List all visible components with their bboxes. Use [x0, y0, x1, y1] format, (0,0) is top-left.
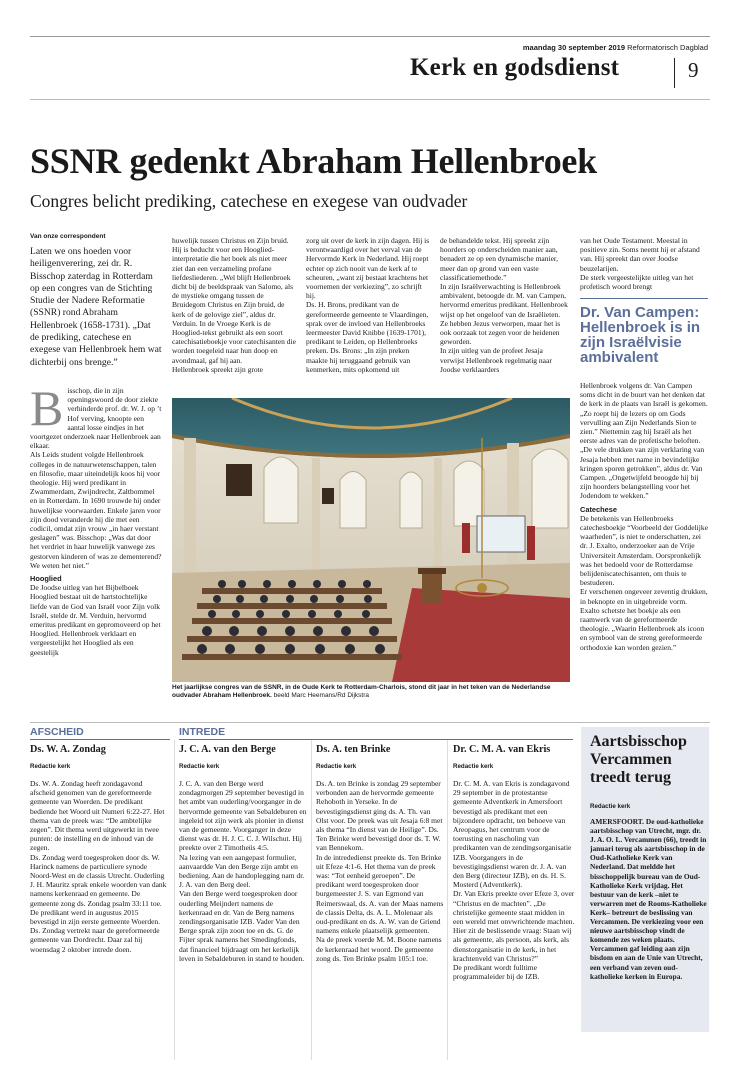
- column-5-paragraph: van het Oude Testament. Meestal in positieve zin. Soms neemt hij er afstand van. Hij spreekt dan over Joodse beuzelarijen.: [580, 236, 700, 273]
- subheading: Catechese: [580, 504, 617, 514]
- header-rule: [30, 99, 710, 100]
- intrede-label: INTREDE: [179, 726, 226, 738]
- announcement-paragraph: Dr. C. M. A. van Ekris is zondagavond 29 september in de protestantse gemeente Adventkerk in Amersfoort bevestigd als predikant met een bijzondere opdracht, ten behoeve van Areopagus, het centrum voor de toerusting en nascholing van predikanten van de zendingsorganisatie IZB. Voorgangers in de bevestigingsdienst waren dr. J. A. van den Berg (directeur IZB), en ds. H. S. Mosterd (Adventkerk).: [453, 779, 572, 890]
- byline: Van onze correspondent: [30, 233, 106, 240]
- paper-name: Reformatorisch Dagblad: [627, 43, 708, 52]
- announcement-van-ekris: [453, 744, 575, 1024]
- photo-credit: beeld Marc Heemans/Rd Dijkstra: [273, 692, 370, 700]
- column-1-paragraph: Als Leids student volgde Hellenbroek colleges in de natuurwetenschappen, talen en filosofie, maar uiteindelijk koos hij voor theologie. Hij werd predikant in Zwammerdam, Zwijndrecht, Zaltbommel en in Rotterdam. In 1690 trouwde hij onder huwelijkse voorwaarden. Enkele jaren voor zijn dood veranderde hij die met een codicil, omdat zijn vrouw „in haer verstant geslagen” was. Bisschop: „Was dat door het verdriet in haar huwelijk vanwege zes gestorven kinderen of was ze dementerend? We weten het niet.”: [30, 450, 162, 570]
- column-4-paragraph: de behandelde tekst. Hij spreekt zijn hoorders op onderscheiden manier aan, benadert ze op een dynamische manier, meer dan op grond van een vaste classificatiemethode.”: [440, 236, 558, 282]
- column-5-paragraph: Hellenbroek volgens dr. Van Campen soms dicht in de buurt van het denken dat de kerk in de plaats van Israël is gekomen. „Zo roept hij de lezers op om Gods vervulling aan Zijn Nederlands Sion te zien.” Niettemin zag hij Israël als het eerste adres van de profetische beloften. „De vele drukken van zijn verklaring van Jesaja hebben met name in bevindelijke kringen sporen getrokken”, aldus dr. Van Campen. „Ongetwijfeld beoogde hij bij zijn hoorders belangstelling voor het Jodendom te wekken.”: [580, 381, 708, 501]
- article-column-5: [580, 381, 708, 721]
- section-title: Kerk en godsdienst: [410, 54, 620, 81]
- announcement-ten-brinke: [316, 744, 444, 1024]
- announcement-text: [453, 779, 575, 1024]
- dateline: [523, 43, 708, 52]
- dropcap: B: [30, 386, 64, 436]
- announcement-zondag: [30, 744, 168, 1024]
- intrede-rule: [179, 739, 573, 740]
- page-number: 9: [688, 58, 699, 82]
- announcement-text: [30, 779, 168, 1024]
- announcement-name: Ds. W. A. Zondag: [30, 744, 106, 755]
- masthead-rule: [30, 36, 710, 37]
- column-1-paragraph: De Joodse uitleg van het Bijbelboek Hooglied bestaat uit de hartstochtelijke liefde van de God van Israël voor Zijn volk Israël, stelde dr. M. Verduin, hervormd emeritus predikant en gepromoveerd op het Hooglied. Hellenbroek verklaart en vergeestelijkt het Hooglied als een geestelijk: [30, 583, 161, 657]
- sidebar-headline: Aartsbisschop Vercammen treedt terug: [590, 733, 687, 786]
- caption-text: Het jaarlijkse congres van de SSNR, in de Oude Kerk te Rotterdam-Charlois, stond dit jaar in het teken van de Nederlandse oudvader Abraham Hellenbroek.: [172, 684, 551, 700]
- announcement-paragraph: In de intrededienst preekte ds. Ten Brinke uit Efeze 4:1-6. Het thema van de preek was: “Tot eenheid geroepen”. De predikant werd toegesproken door burgemeester J. S. van Egmond van Reimerswaal, ds. A. van der Maas namens de classis Delta, ds. A. L. Molenaar als oud-predikant en ds. A. W. van de Griend namens enkele plaatselijk gemeenten.: [316, 852, 444, 936]
- announcement-redactie: Redactie kerk: [453, 763, 494, 770]
- afscheid-rule: [30, 739, 170, 740]
- subheading: Hooglied: [30, 574, 62, 584]
- column-4-paragraph: In zijn uitleg van de profeet Jesaja verwijst Hellenbroek regelmatig naar Joodse verklaarders: [440, 346, 552, 374]
- column-1-paragraph: isschop, die in zijn openingswoord de door ziekte verhinderde prof. dr. W. J. op ’t Hof verving, knoopte een aantal losse eindjes in het voortgezet onderzoek naar Hellenbroek aan elkaar.: [30, 386, 162, 451]
- announcement-paragraph: De predikant werd in augustus 2015 bevestigd in zijn eerste gemeente Woerden. Ds. Zondag vertrekt naar de gereformeerde gemeente van Dordrecht. Daar zal hij woensdag 2 oktober intrede doen.: [30, 907, 161, 954]
- column-divider: [311, 740, 312, 1060]
- announcement-name: J. C. A. van den Berge: [179, 744, 276, 755]
- page-number-divider: [674, 58, 675, 88]
- announcement-redactie: Redactie kerk: [179, 763, 220, 770]
- column-4-paragraph: In zijn Israëlverwachting is Hellenbroek ambivalent, betoogde dr. M. van Campen, hervormd emeritus predikant. Hellenbroek wijst op het ongeloof van de Israëlieten. Ze hebben Jezus verworpen, maar het is ook oorzaak tot zegen voor de heidenen geworden.: [440, 282, 568, 347]
- announcement-paragraph: Van den Berge werd toegesproken door ouderling Meijndert namens de kerkenraad en dr. Van de Berg namens zendingsorganisatie IZB. Vader Van den Berge sprak zijn zoon toe en ds. G. de Fijter sprak namens het Smedingfonds, dat financieel bijdraagt om het kerkelijk leven in Sebaldeburen in stand te houden.: [179, 889, 305, 963]
- article-column-5-top: [580, 236, 708, 296]
- announcement-paragraph: Na de preek voerde M. M. Boone namens de kerkenraad het woord. De gemeente zong ds. Ten Brinke psalm 105:1 toe.: [316, 935, 442, 963]
- announcement-paragraph: Dr. Van Ekris preekte over Efeze 3, over “Christus en de machten”. „De christelijke gemeente staat midden in een wereld met onvwrichtende machten. Hier zit de beslissende vraag: Staan wij als gemeente, als persoon, als kerk, als dienstorganisatie in de kerk, in het krachtenveld van Christus?”: [453, 889, 575, 963]
- column-5-paragraph: Er verschenen ongeveer zeventig drukken, in beknopte en in uitgebreide vorm. Exalto schetste het boekje als een raamwerk van de gereformeerde theologie. „Waarin Hellenbroek als icoon en symbool van de streng gereformeerde orthodoxie kan worden gezien.”: [580, 587, 708, 652]
- announcement-paragraph: Na lezing van een aangepast formulier, aanvaardde Van den Berge zijn ambt en bediening. Aan de handoplegging nam dr. J. A. van den Berg deel.: [179, 852, 305, 890]
- column-3-paragraph: zorg uit over de kerk in zijn dagen. Hij is verontwaardigd over het verval van de Hervormde Kerk in Nederland. Hij roept echter op zich nooit van de kerk af te scheuren, „want zij bestaat krachtens het voornemen der verkiezing”, zo schrijft hij.: [306, 236, 430, 301]
- announcements-rule: [30, 722, 710, 723]
- announcement-redactie: Redactie kerk: [316, 763, 357, 770]
- column-2-paragraph: huwelijk tussen Christus en Zijn bruid. Hij is beducht voor een Hooglied-interpretatie die het boek als niet meer ziet dan een verzameling profane liefdesliederen. „Wel blijft Hellenbroek dicht bij de beeldspraak van Salomo, als de mystieke omgang tussen de Bruidegom Christus en Zijn bruid, de kerk of de gelovige ziel”, aldus dr. Verduin. In de Vroege Kerk is de Hooglied-tekst gebruikt als een soort catechisatieboekje voor catechisanten die worden toegeleid naar hun doop en avondmaal, gaf hij aan.: [172, 236, 296, 365]
- article-column-3: [306, 236, 432, 396]
- article-headline: SSNR gedenkt Abraham Hellenbroek: [30, 141, 597, 181]
- church-photo: [172, 398, 570, 682]
- afscheid-label: AFSCHEID: [30, 726, 84, 738]
- announcement-paragraph: J. C. A. van den Berge werd zondagmorgen 29 september bevestigd in het ambt van ouderling/voorganger in de hervormde gemeente van Sebaldeburen en ingeleid tot zijn werk als pionier in dienst van de gemeente. Voorganger in deze dienst was dr. H. J. C. C. J. Wilschut. Hij preekte over 2 Timotheüs 4:5.: [179, 779, 307, 853]
- announcement-text: [316, 779, 444, 1024]
- pull-quote: Dr. Van Campen: Hellenbroek is in zijn Israëlvisie ambivalent: [580, 304, 701, 366]
- sidebar-text: AMERSFOORT. De oud-katholieke aartsbisschop van Utrecht, mgr. dr. J. A. O. L. Vercammen (66), treedt in januari terug als aartsbisschop in de Oud-Katholieke Kerk van Nederland. Dat meldde het bisschoppelijk bureau van de Oud-Katholieke Kerk vrijdag. Het bestuur van de kerk –niet te verwarren met de Rooms-Katholieke Kerk– betreurt de beslissing van Vercammen. De verkiezing voor een nieuwe aartsbisschop vindt de komende zes weken plaats. Vercammen gaf leiding aan zijn bisdom en aan de Unie van Utrecht, een verband van zeven oud-katholieke kerken in Europa.: [590, 817, 707, 981]
- article-column-1: [30, 386, 162, 722]
- announcement-redactie: Redactie kerk: [30, 763, 71, 770]
- article-column-2: [172, 236, 298, 396]
- column-divider: [174, 740, 175, 1060]
- column-2-paragraph: Hellenbroek spreekt zijn grote: [172, 364, 264, 374]
- pull-quote-rule: [580, 298, 708, 299]
- article-column-4: [440, 236, 568, 396]
- column-5-paragraph: De betekenis van Hellenbroeks catechesboekje “Voorbeeld der Goddelijke waarheden”, is niet te onderschatten, zei dr. J. Exalto, onderzoeker aan de Vrije Universiteit Amsterdam. Oorspronkelijk was het bedoeld voor de Rotterdamse belijdeniscatechisanten, om thuis te bestuderen.: [580, 513, 708, 588]
- date: maandag 30 september 2019: [522, 43, 626, 52]
- announcement-van-den-berge: [179, 744, 307, 1024]
- column-3-paragraph: Ds. H. Brons, predikant van de gereformeerde gemeente te Vlaardingen, sprak over de invloed van Hellenbroeks leermeester David Knibbe (1639-1701), predikant te Leiden, op Hellenbroeks preken. Ds. Brons: „In zijn preken maakte hij teruggaand gebruik van kenmerken, mits opkomend uit: [306, 300, 429, 374]
- photo-caption: [172, 684, 572, 700]
- announcement-paragraph: Ds. W. A. Zondag heeft zondagavond afscheid genomen van de gereformeerde gemeente van Woerden. De predikant bediende het Woord uit Numeri 6:22-27. Het thema van de preek was: “De ambtelijke zegen”. Dit thema werd uitgewerkt in twee punten: de instelling en de inhoud van de zegen.: [30, 779, 165, 853]
- announcement-name: Dr. C. M. A. van Ekris: [453, 744, 551, 755]
- church-interior-illustration: [172, 398, 570, 682]
- sidebar-redactie: Redactie kerk: [590, 803, 631, 810]
- column-divider: [447, 740, 448, 1060]
- article-lead: Laten we ons hoeden voor heiligenverering, zei dr. R. Bisschop zaterdag in Rotterdam op een congres van de Stichting Studie der Nadere Reformatie (SSNR) rond Abraham Hellenbroek (1658-1731). „Dat de prediking, catechese en exegese van Hellenbroek hem wat dichterbij ons brenge.”: [30, 246, 162, 368]
- announcement-name: Ds. A. ten Brinke: [316, 744, 391, 755]
- article-subheadline: Congres belicht prediking, catechese en exegese van oudvader: [30, 191, 468, 211]
- announcement-paragraph: Ds. A. ten Brinke is zondag 29 september verbonden aan de hervormde gemeente Rehoboth in Yerseke. In de bevestigingsdienst ging ds. A. Th. van Olst voor. De preek was uit Jesaja 6:8 met als thema “In dienst van de Heilige”. Ds. Ten Brinke werd bevestigd door ds. T. W. van Bennekom.: [316, 779, 443, 853]
- announcement-paragraph: De predikant wordt fulltime programmaleider bij de IZB.: [453, 963, 540, 982]
- announcement-paragraph: Ds. Zondag werd toegesproken door ds. W. Harinck namens de particuliere synode Noord-West en de classis Utrecht. Ouderling J. H. Mauritz sprak enkele woorden van dank namens kerkenraad en gemeente. De gemeente zong ds. Zondag psalm 33:11 toe.: [30, 852, 167, 908]
- announcement-text: [179, 779, 307, 1024]
- column-5-paragraph: De sterk vergeestelijkte uitleg van het profetisch woord brengt: [580, 272, 694, 292]
